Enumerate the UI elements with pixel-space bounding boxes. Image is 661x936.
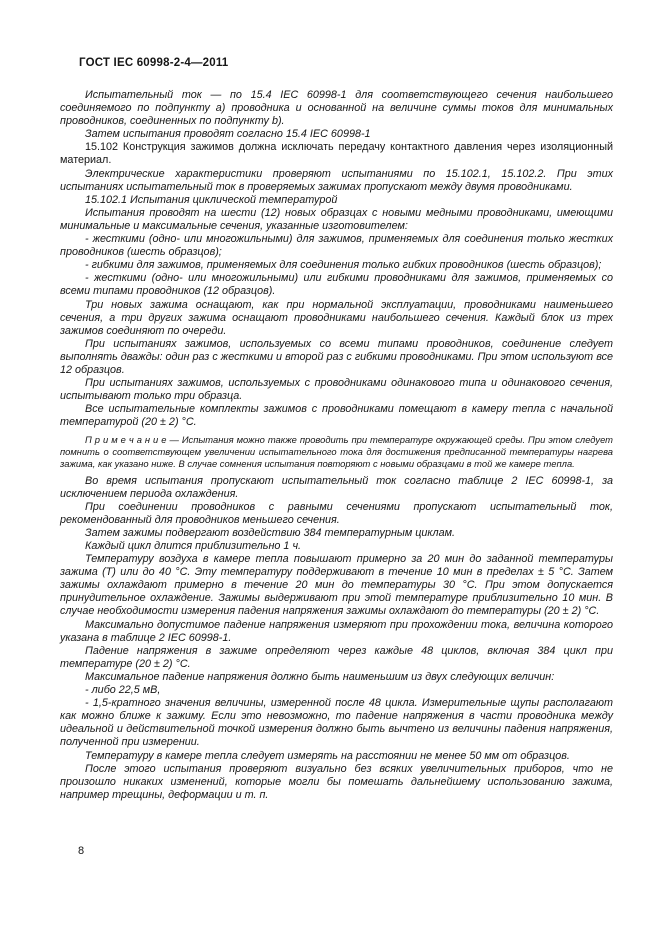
paragraph: Электрические характеристики проверяют испытаниями по 15.102.1, 15.102.2. При этих испытаниях испытательный ток в проверяемых зажимах пропускают между двумя проводниками. [60,167,613,193]
paragraph: Падение напряжения в зажиме определяют через каждые 48 циклов, включая 384 цикл при температуре (20 ± 2) °C. [60,644,613,670]
paragraph: 15.102 Конструкция зажимов должна исключать передачу контактного давления через изоляционный материал. [60,141,613,167]
paragraph: Затем зажимы подвергают воздействию 384 температурным циклам. [85,526,456,539]
document-header: ГОСТ IEC 60998-2-4—2011 [79,57,229,69]
paragraph: Каждый цикл длится приблизительно 1 ч. [85,540,302,553]
note-paragraph: П р и м е ч а н и е — Испытания можно также проводить при температуре окружающей среды. При этом следует помнить о соответствующем увеличении испытательного тока для достижения предписанной температуры нагрева зажима, как указано ниже. В случае сомнения испытания повторяют с новыми образцами в той же камере тепла. [60,434,613,469]
paragraph: Затем испытания проводят согласно 15.4 IEC 60998-1 [85,128,371,141]
paragraph: Во время испытания пропускают испытательный ток согласно таблице 2 IEC 60998-1, за исключением периода охлаждения. [60,474,613,500]
list-item: - гибкими для зажимов, применяемых для соединения только гибких проводников (шесть образцов); [85,259,602,272]
list-item: - жесткими (одно- или многожильными) или гибкими проводниками для зажимов, применяемых со всеми типами проводников (12 образцов). [60,272,613,298]
paragraph: После этого испытания проверяют визуально без всяких увеличительных приборов, что не произошло никаких изменений, которые могли бы помешать дальнейшему использованию зажима, например трещины, деформации и т. п. [60,762,613,801]
list-item: - либо 22,5 мВ, [85,684,161,697]
paragraph: При соединении проводников с равными сечениями пропускают испытательный ток, рекомендованный для проводников меньшего сечения. [60,500,613,526]
paragraph: При испытаниях зажимов, используемых с проводниками одинакового типа и одинакового сечения, испытывают только три образца. [60,377,613,403]
paragraph: Все испытательные комплекты зажимов с проводниками помещают в камеру тепла с начальной температурой (20 ± 2) °C. [60,403,613,429]
paragraph: Максимально допустимое падение напряжения измеряют при прохождении тока, величина которого указана в таблице 2 IEC 60998-1. [60,618,613,644]
paragraph: При испытаниях зажимов, используемых со всеми типами проводников, соединение следует выполнять дважды: один раз с жесткими и второй раз с гибкими проводниками. При этом используют все 12 образцов. [60,337,613,376]
paragraph: Температуру воздуха в камере тепла повышают примерно за 20 мин до заданной температуры зажима (Т) или до 40 °C. Эту температуру поддерживают в течение 10 мин в пределах ± 5 °C. Затем зажимы охлаждают примерно в течение 20 мин до температуры 30 °C. При этом допускается принудительное охлаждение. Зажимы выдерживают при этой температуре приблизительно 10 мин. В случае необходимости измерения падения напряжения зажимы охлаждают до температуры (20 ± 2) °C. [60,553,613,618]
section-heading: 15.102.1 Испытания циклической температурой [85,193,338,206]
list-item: - 1,5-кратного значения величины, измеренной после 48 цикла. Измерительные щупы располагают как можно ближе к зажиму. Если это невозможно, то падение напряжения в части проводника между идеальной и действительной точкой измерения должно быть вычтено из величины падения напряжения, полученной при измерении. [60,697,613,749]
document-body [60,89,613,802]
list-item: - жесткими (одно- или многожильными) для зажимов, применяемых для соединения только жестких проводников (шесть образцов); [60,233,613,259]
paragraph: Испытательный ток — по 15.4 IEC 60998-1 для соответствующего сечения наибольшего соединяемого по подпункту a) проводника и основанной на величине суммы токов для минимальных проводников, соединенных по подпункту b). [60,89,613,128]
paragraph: Температуру в камере тепла следует измерять на расстоянии не менее 50 мм от образцов. [85,749,570,762]
paragraph: Испытания проводят на шести (12) новых образцах с новыми медными проводниками, имеющими минимальные и максимальные сечения, указанные изготовителем: [60,206,613,232]
paragraph: Максимальное падение напряжения должно быть наименьшим из двух следующих величин: [85,670,555,683]
paragraph: Три новых зажима оснащают, как при нормальной эксплуатации, проводниками наименьшего сечения, а три других зажима оснащают проводниками наибольшего сечения. Каждый блок из трех зажимов соединяют по очереди. [60,298,613,337]
page-number: 8 [78,845,85,857]
